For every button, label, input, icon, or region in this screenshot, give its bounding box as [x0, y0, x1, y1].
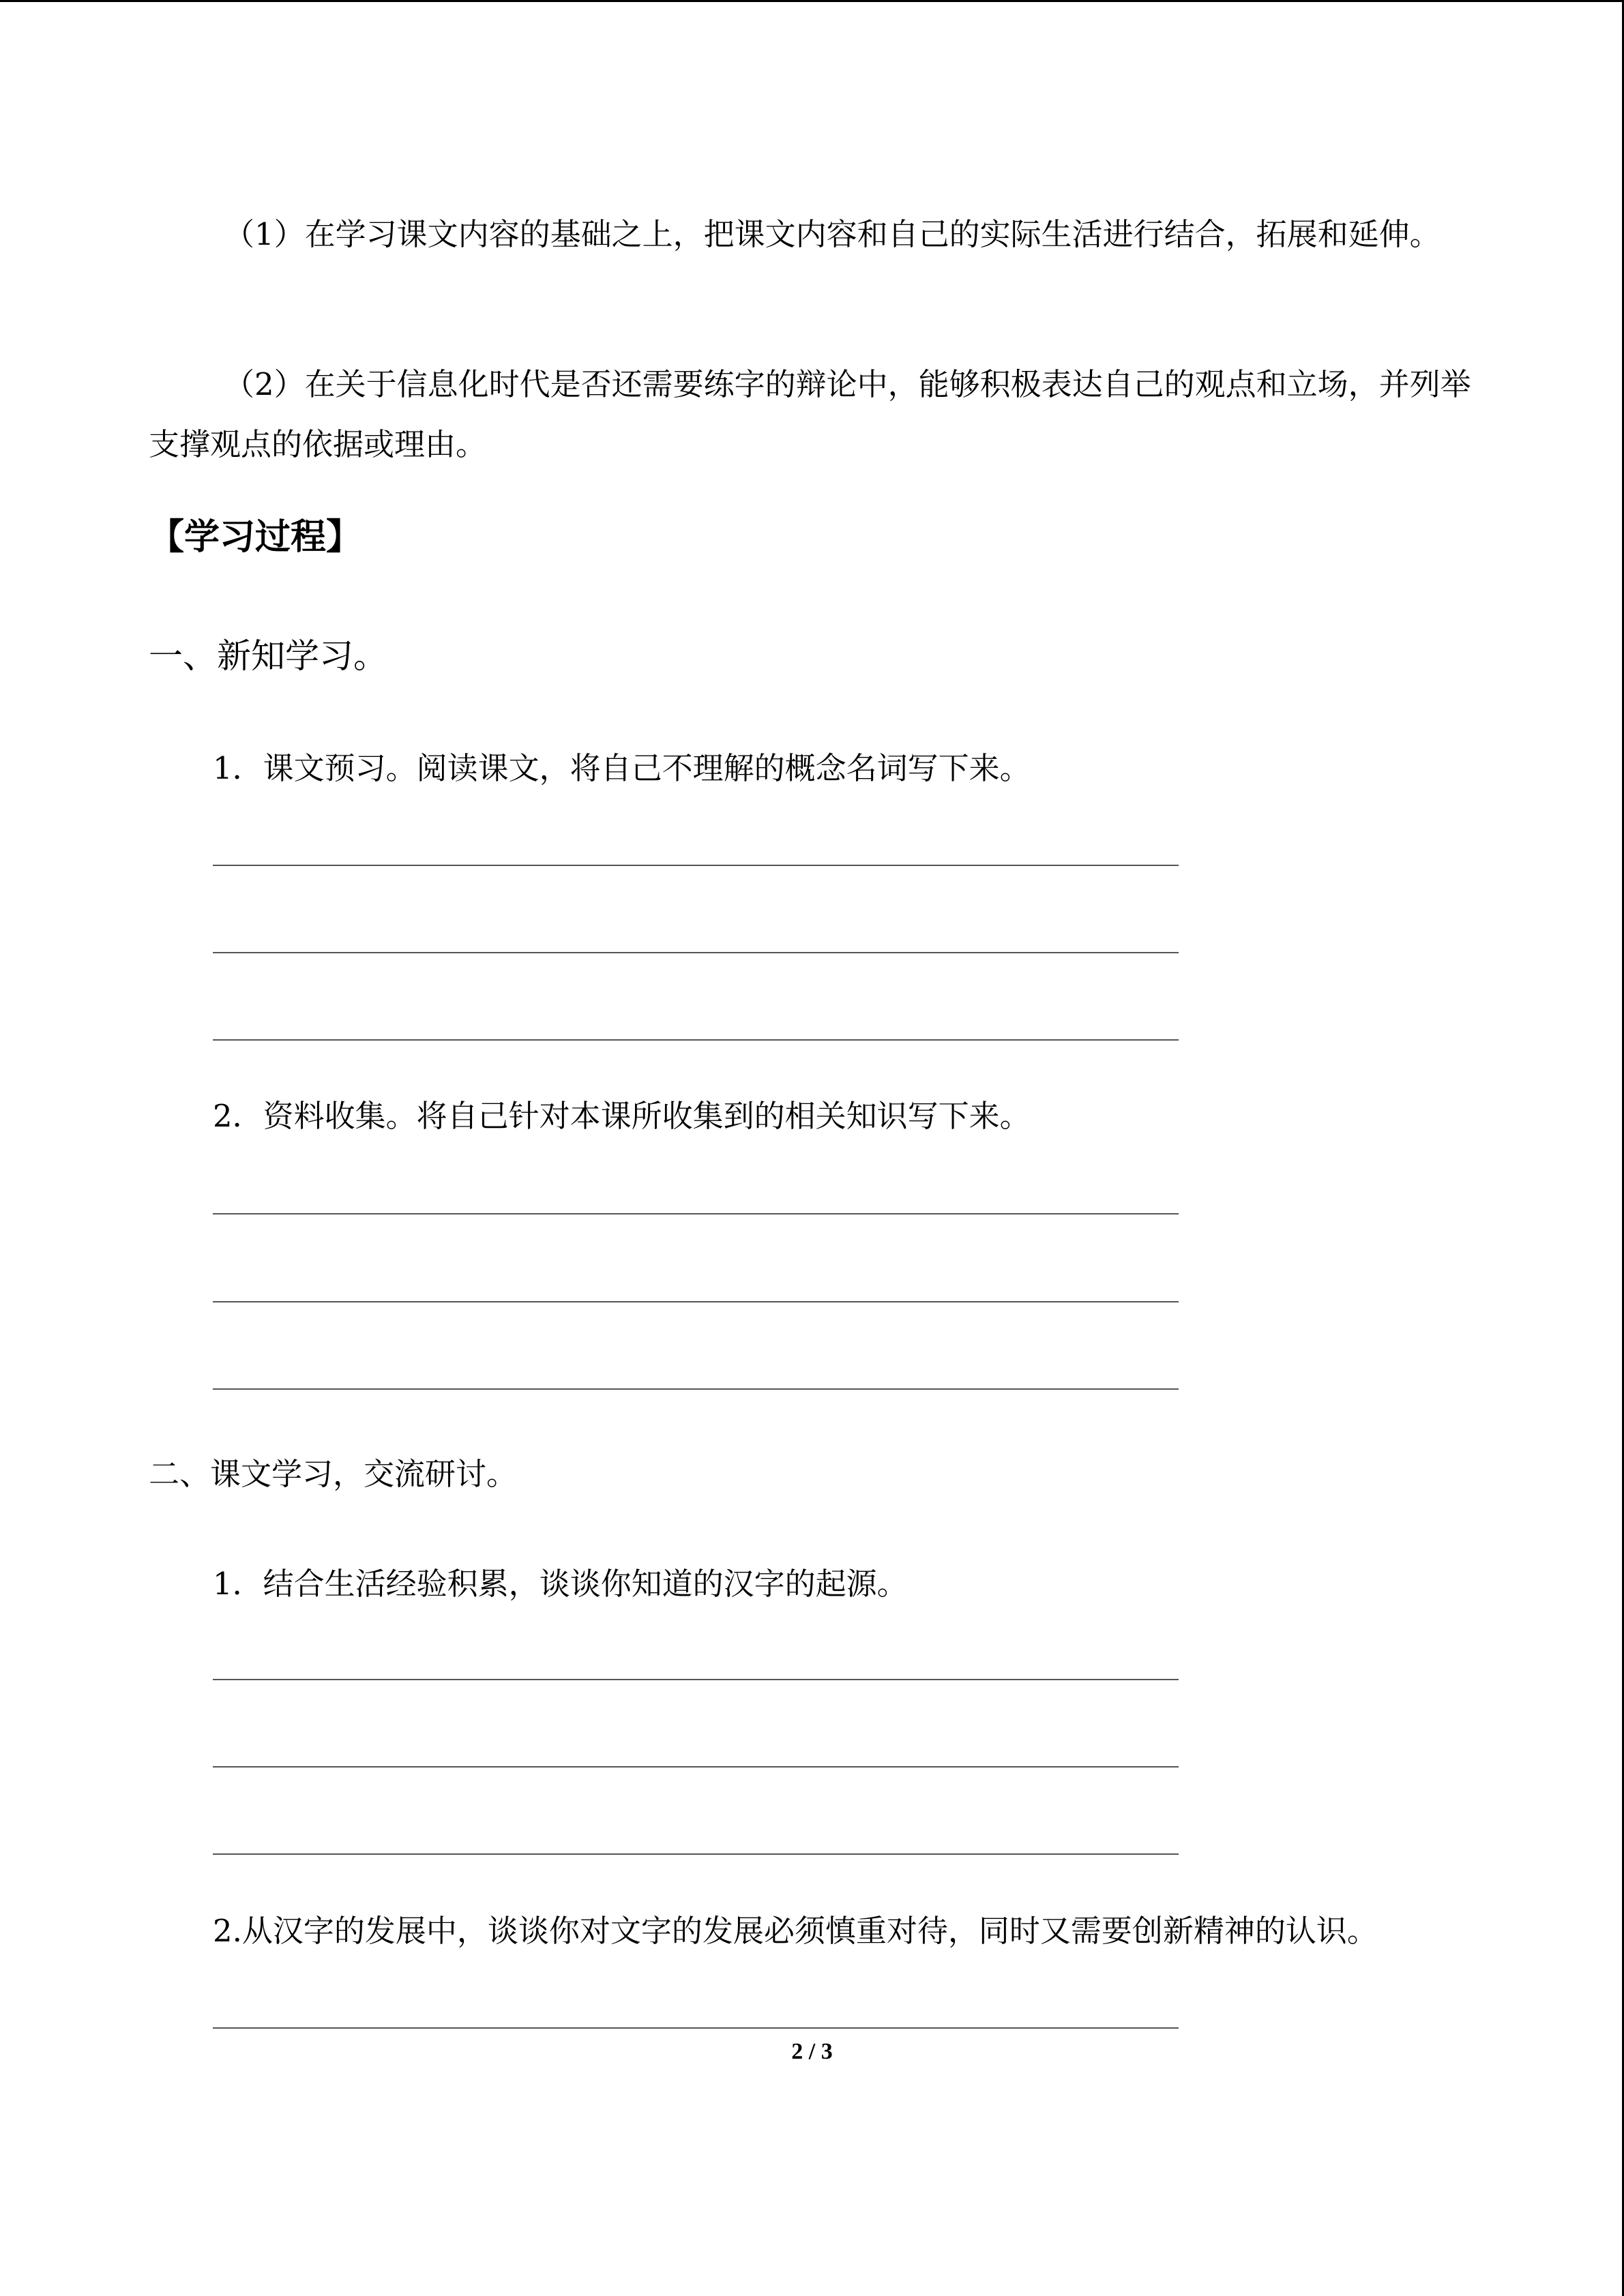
answer-line[interactable] — [213, 1301, 1179, 1302]
process-heading: 【学习过程】 — [149, 517, 362, 558]
answer-line[interactable] — [213, 952, 1179, 953]
page-top-border — [0, 0, 1624, 2]
answer-line[interactable] — [213, 865, 1179, 866]
answer-line[interactable] — [213, 1213, 1179, 1214]
section-2-title: 二、课文学习，交流研讨。 — [149, 1456, 518, 1492]
answer-line[interactable] — [213, 1388, 1179, 1390]
answer-line[interactable] — [213, 1679, 1179, 1680]
objective-paragraph-1: （1）在学习课文内容的基础之上，把课文内容和自己的实际生活进行结合，拓展和延伸。 — [224, 216, 1441, 252]
section-1-title: 一、新知学习。 — [149, 636, 387, 676]
answer-line[interactable] — [213, 2027, 1179, 2029]
section-1-question-2: 2．资料收集。将自己针对本课所收集到的相关知识写下来。 — [213, 1098, 1031, 1134]
section-2-question-1: 1．结合生活经验积累，谈谈你知道的汉字的起源。 — [213, 1566, 908, 1602]
section-1-question-1: 1．课文预习。阅读课文，将自己不理解的概念名词写下来。 — [213, 750, 1031, 786]
section-2-question-2: 2.从汉字的发展中，谈谈你对文字的发展必须慎重对待，同时又需要创新精神的认识。 — [213, 1913, 1378, 1949]
answer-line[interactable] — [213, 1766, 1179, 1768]
answer-line[interactable] — [213, 1039, 1179, 1041]
objective-paragraph-2: （2）在关于信息化时代是否还需要练字的辩论中，能够积极表达自己的观点和立场，并列举支撑观点的依据或理由。 — [149, 366, 1471, 462]
answer-line[interactable] — [213, 1853, 1179, 1855]
page-number: 2 / 3 — [791, 2039, 833, 2064]
